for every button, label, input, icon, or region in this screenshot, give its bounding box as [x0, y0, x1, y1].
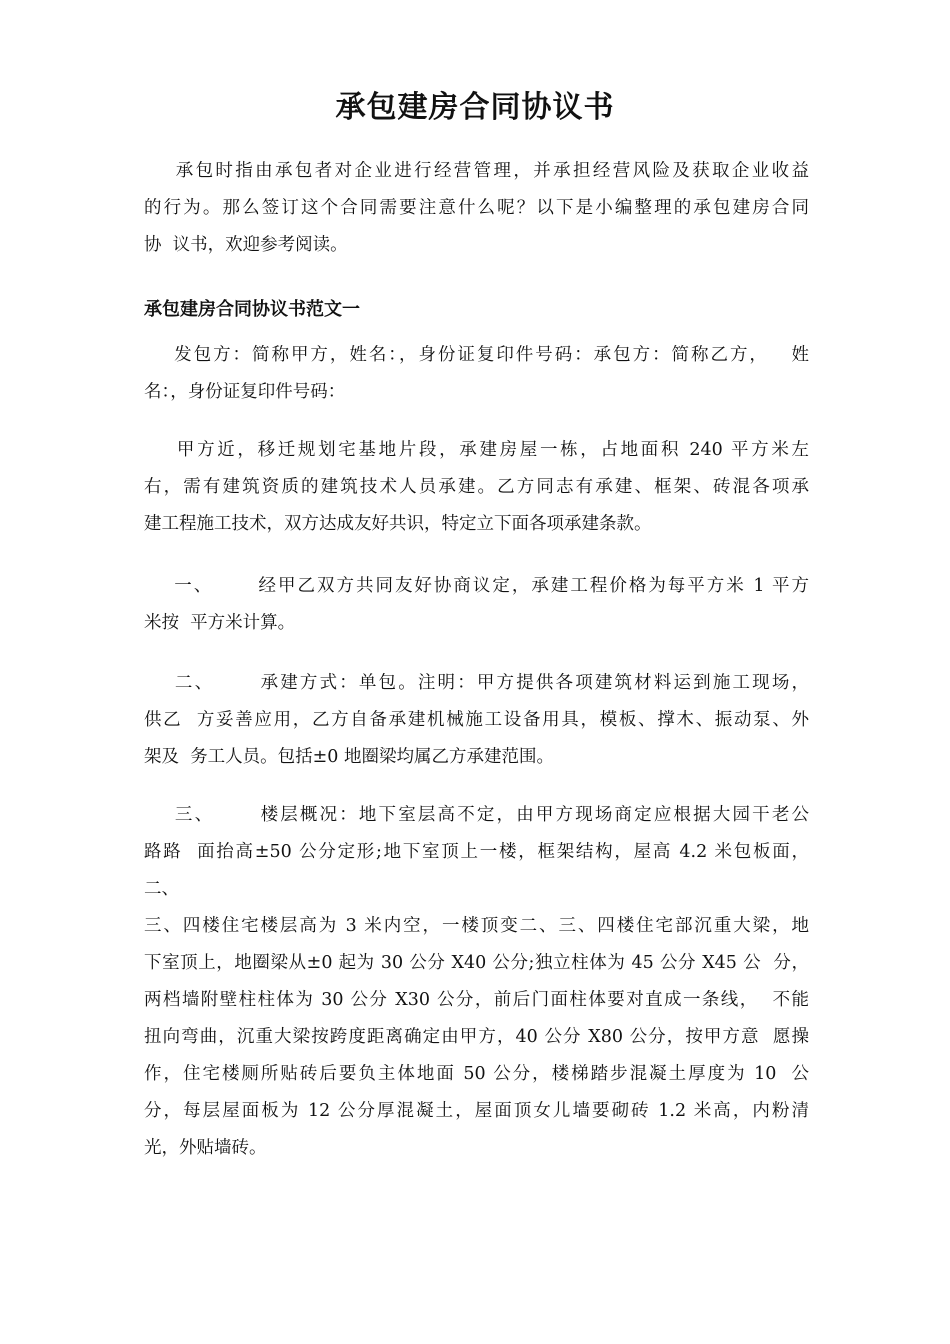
clause-3-line-9: 分，每层屋面板为 12 公分厚混凝土，屋面顶女儿墙要砌砖 1.2 米高，内粉清 [144, 1101, 809, 1121]
clause-2-line-1: 二、 承建方式：单包。注明：甲方提供各项建筑材料运到施工现场， [144, 673, 809, 693]
clause-3-line-3: 二、 [144, 879, 179, 899]
intro-line-2: 的行为。那么签订这个合同需要注意什么呢？以下是小编整理的承包建房合同 [144, 198, 809, 218]
clause-2-line-2: 供乙 方妥善应用，乙方自备承建机械施工设备用具，模板、撑木、振动泵、外 [144, 710, 809, 730]
document-title: 承包建房合同协议书 [335, 90, 615, 125]
clause-3-line-5: 下室顶上，地圈梁从±0 起为 30 公分 X40 公分;独立柱体为 45 公分 X45 公 分， [144, 953, 809, 973]
intro-line-3: 协 议书，欢迎参考阅读。 [144, 235, 348, 255]
intro-line-1: 承包时指由承包者对企业进行经营管理，并承担经营风险及获取企业收益 [144, 161, 809, 181]
clause-1-line-1: 一、 经甲乙双方共同友好协商议定，承建工程价格为每平方米 1 平方 [144, 576, 809, 596]
background-line-1: 甲方近，移迁规划宅基地片段，承建房屋一栋，占地面积 240 平方米左 [144, 440, 809, 460]
clause-2-line-3: 架及 务工人员。包括±0 地圈梁均属乙方承建范围。 [144, 747, 554, 767]
parties-line-1: 发包方：简称甲方，姓名：，身份证复印件号码：承包方：简称乙方， 姓 [144, 345, 809, 365]
clause-3-line-7: 扭向弯曲，沉重大梁按跨度距离确定由甲方，40 公分 X80 公分，按甲方意 愿操 [144, 1027, 809, 1047]
clause-3-line-10: 光，外贴墙砖。 [144, 1138, 267, 1158]
clause-3-line-2: 路路 面抬高±50 公分定形;地下室顶上一楼，框架结构，屋高 4.2 米包板面， [144, 842, 809, 862]
clause-1-line-2: 米按 平方米计算。 [144, 613, 296, 633]
section-heading: 承包建房合同协议书范文一 [144, 299, 360, 320]
background-line-3: 建工程施工技术，双方达成友好共识，特定立下面各项承建条款。 [144, 514, 652, 534]
clause-3-line-8: 作，住宅楼厕所贴砖后要负主体地面 50 公分，楼梯踏步混凝土厚度为 10 公 [144, 1064, 809, 1084]
background-line-2: 右，需有建筑资质的建筑技术人员承建。乙方同志有承建、框架、砖混各项承 [144, 477, 809, 497]
parties-line-2: 名：，身份证复印件号码： [144, 382, 346, 402]
clause-3-line-6: 两档墙附壁柱柱体为 30 公分 X30 公分，前后门面柱体要对直成一条线， 不能 [144, 990, 809, 1010]
clause-3-line-4: 三、四楼住宅楼层高为 3 米内空，一楼顶变二、三、四楼住宅部沉重大梁，地 [144, 916, 809, 936]
clause-3-line-1: 三、 楼层概况：地下室层高不定，由甲方现场商定应根据大园干老公 [144, 805, 809, 825]
